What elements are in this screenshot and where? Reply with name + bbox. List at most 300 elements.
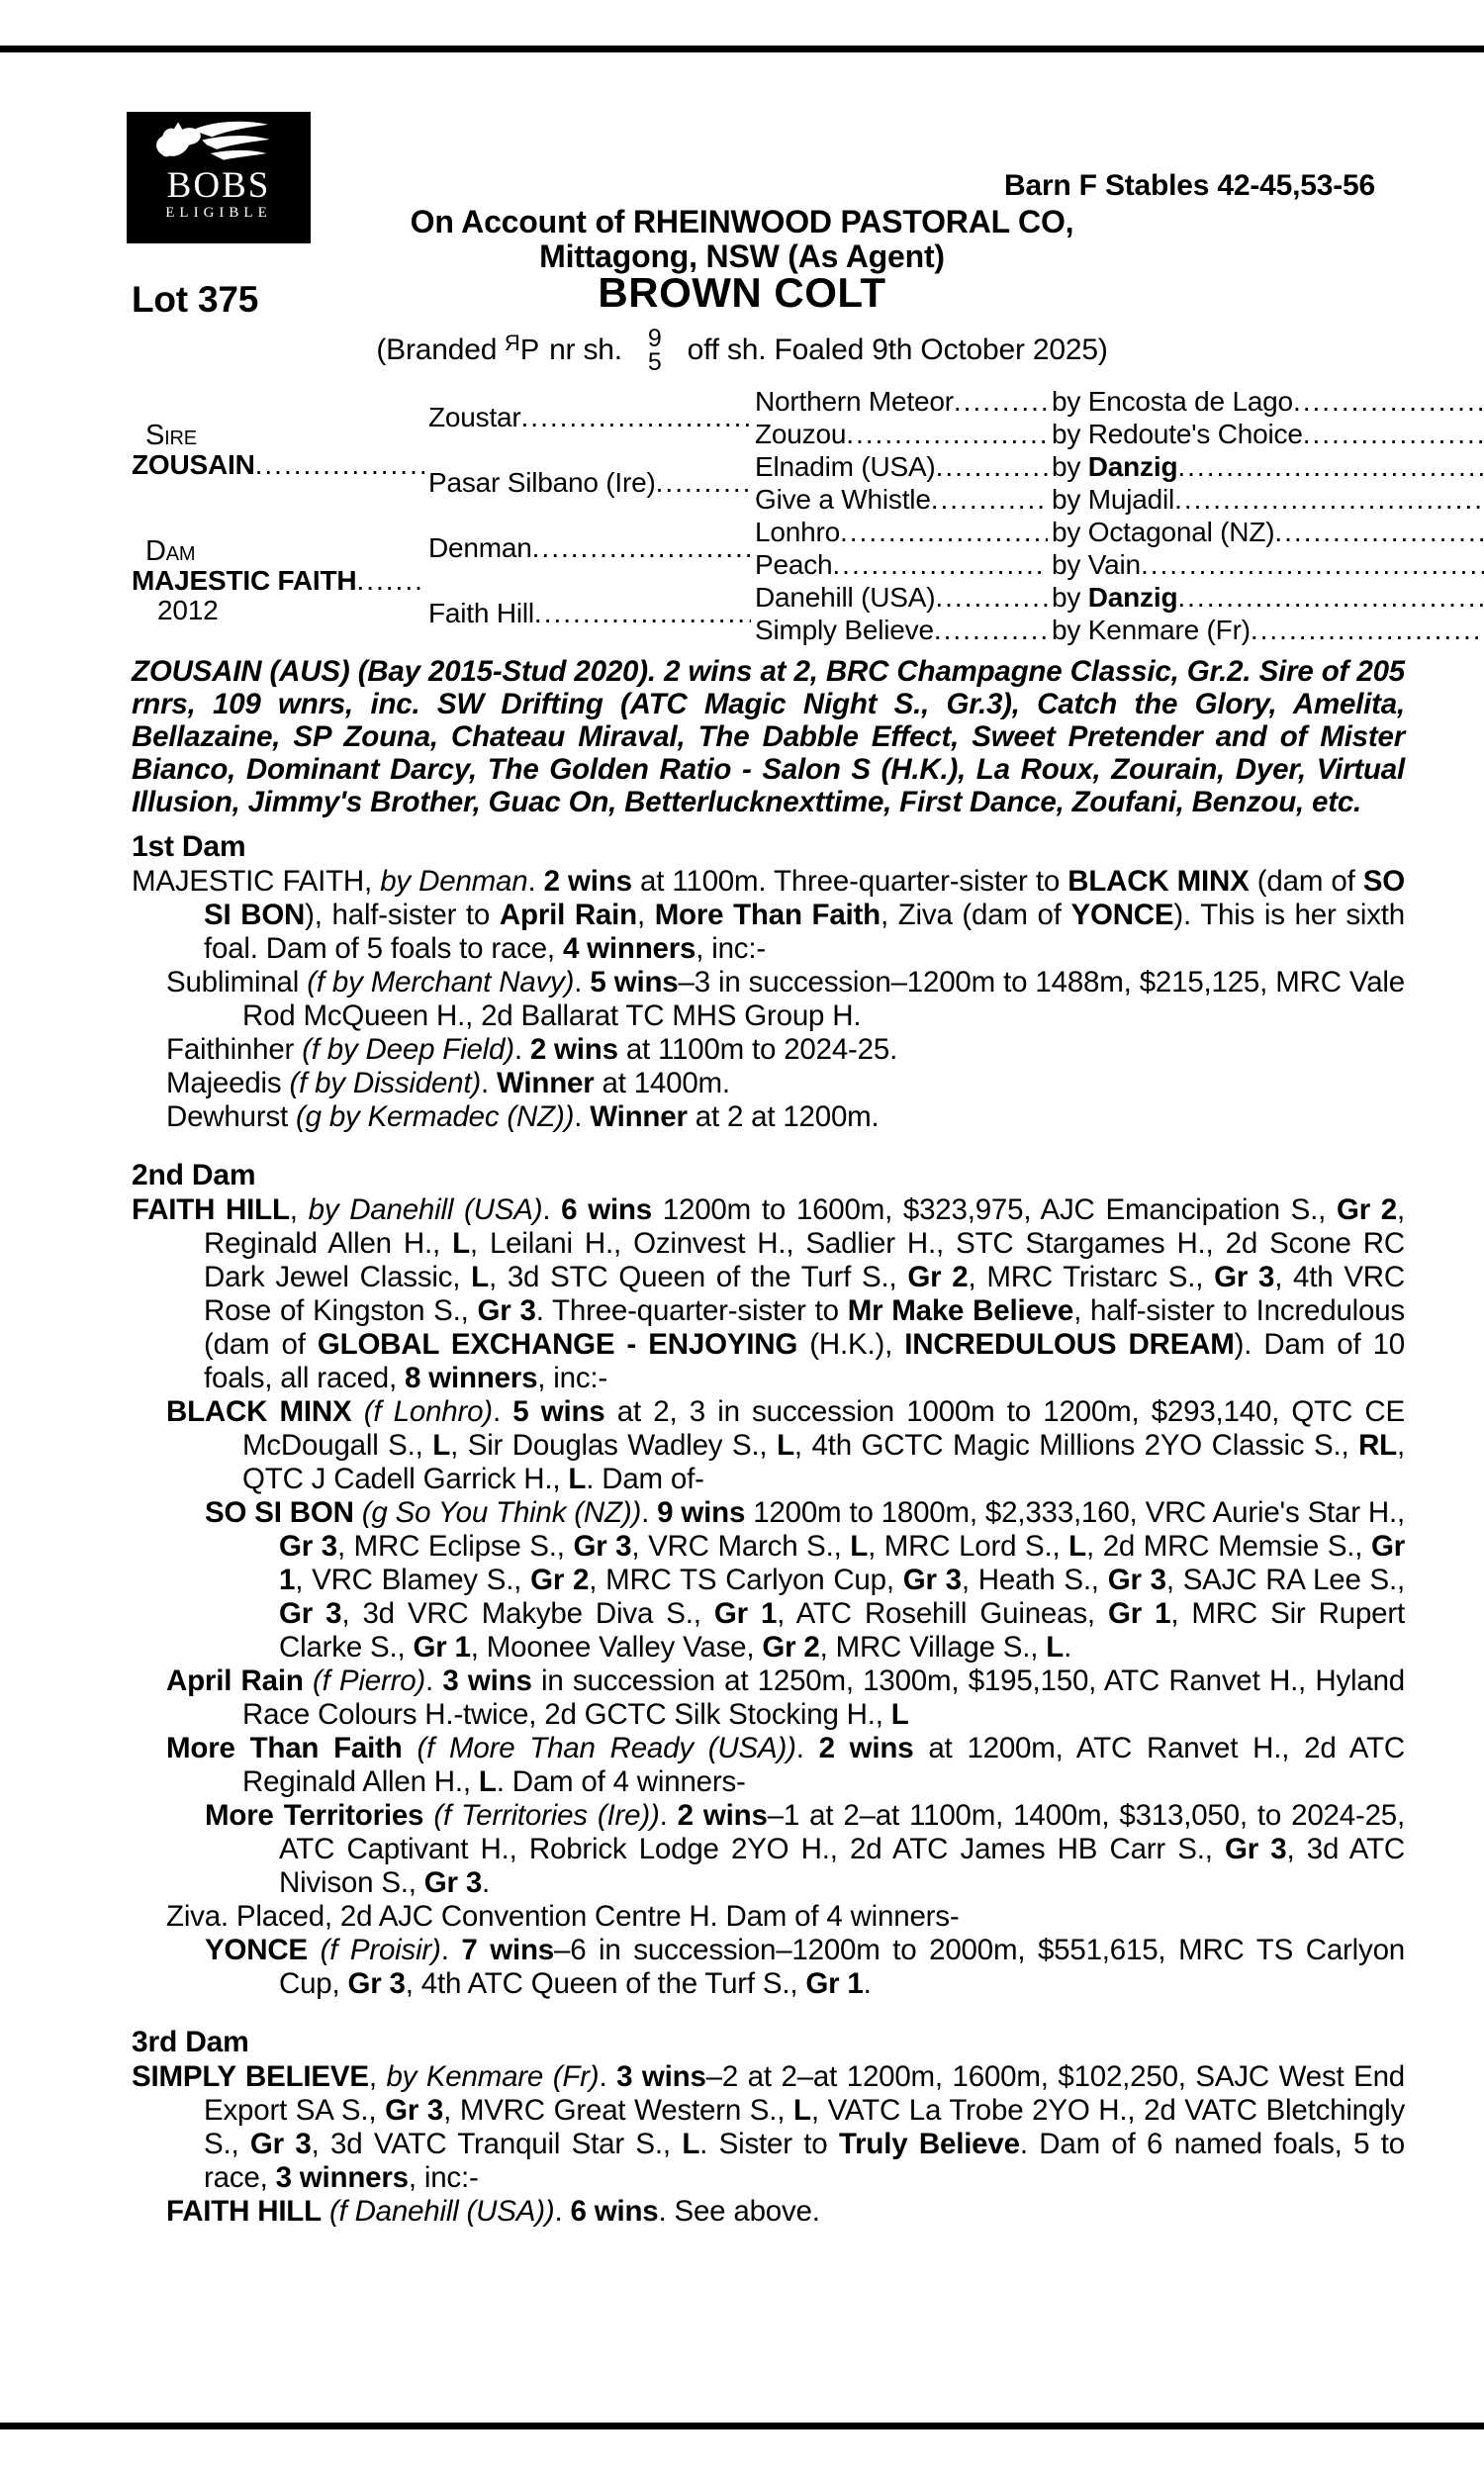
text-segment: Gr 1 bbox=[713, 1597, 778, 1630]
text-segment: , bbox=[636, 899, 655, 931]
text-segment: . bbox=[574, 966, 591, 999]
text-segment: , Ziva (dam of bbox=[880, 899, 1071, 931]
pedigree-gen2-entry bbox=[428, 516, 755, 581]
gen3-by-word: by bbox=[1052, 516, 1088, 547]
bottom-rule bbox=[0, 2423, 1484, 2429]
text-segment: –3 in succession–1200m to 1488m, $215,125, MRC Vale Rod McQueen H., 2d Ballarat TC MHS Group H. bbox=[242, 966, 1405, 1032]
gen3-sire-cell bbox=[1052, 386, 1484, 418]
text-segment: , QTC J Cadell Garrick H., bbox=[242, 1429, 1406, 1495]
pedigree-note-paragraph bbox=[132, 1799, 1405, 1900]
brand-number-top: 9 bbox=[647, 325, 662, 352]
gen2-name: Denman bbox=[428, 532, 532, 563]
gen3-sire-cell bbox=[1052, 484, 1484, 516]
gen1-relation-label: Dam bbox=[145, 535, 196, 567]
pedigree-note-paragraph bbox=[132, 1193, 1405, 1395]
text-segment: , bbox=[289, 1193, 309, 1226]
gen3-by-name: Danzig bbox=[1087, 581, 1178, 613]
text-segment: , 4th VRC Rose of Kingston S., bbox=[204, 1261, 1406, 1327]
text-segment: , MRC Lord S., bbox=[868, 1530, 1069, 1563]
text-segment: 5 wins bbox=[590, 966, 679, 999]
text-segment: Winner bbox=[590, 1100, 688, 1133]
gen3-name-cell bbox=[755, 386, 1052, 418]
gen3-name: Zouzou bbox=[755, 418, 847, 449]
text-segment: Gr 2 bbox=[762, 1631, 820, 1664]
pedigree-note-paragraph bbox=[132, 2195, 1405, 2229]
gen2-name-line bbox=[428, 403, 755, 432]
text-segment: L bbox=[1046, 1631, 1065, 1664]
text-segment: , MRC Eclipse S., bbox=[336, 1530, 574, 1563]
dot-leader bbox=[521, 403, 751, 432]
pedigree-table bbox=[132, 385, 1405, 646]
gen3-by-name: Danzig bbox=[1087, 450, 1178, 482]
text-segment: (f Proisir) bbox=[320, 1934, 441, 1966]
vendor-account-line2: Mittagong, NSW (As Agent) bbox=[539, 238, 945, 274]
text-segment: . Three-quarter-sister to bbox=[535, 1294, 848, 1327]
text-segment: L bbox=[777, 1429, 794, 1462]
text-segment: by Danehill (USA) bbox=[308, 1193, 543, 1226]
text-segment: at 1100m. Three-quarter-sister to bbox=[631, 865, 1068, 898]
top-rule bbox=[0, 46, 1484, 52]
gen3-name-cell bbox=[755, 549, 1052, 581]
text-segment: , 2d MRC Memsie S., bbox=[1086, 1530, 1371, 1563]
gen3-name-cell bbox=[755, 517, 1052, 548]
text-segment: April Rain bbox=[499, 899, 637, 931]
text-segment: L bbox=[890, 1698, 909, 1731]
text-segment: YONCE bbox=[205, 1934, 308, 1966]
horse-title: BROWN COLT bbox=[598, 269, 886, 316]
text-segment: , Sir Douglas Wadley S., bbox=[450, 1429, 778, 1462]
text-segment: SO SI BON bbox=[205, 1496, 354, 1529]
text-segment: BLACK MINX bbox=[1067, 865, 1250, 898]
pedigree-generation3-column bbox=[755, 385, 1484, 646]
text-segment: RL bbox=[1358, 1429, 1398, 1462]
gen3-by-word: by bbox=[1052, 418, 1088, 449]
gen3-sire-cell bbox=[1052, 549, 1484, 581]
text-segment bbox=[423, 1799, 433, 1832]
text-segment: . Dam of 4 winners- bbox=[496, 1765, 746, 1798]
text-segment: . bbox=[599, 2060, 617, 2093]
pedigree-note-paragraph bbox=[132, 1100, 1405, 1134]
pedigree-note-paragraph bbox=[132, 1496, 1405, 1665]
pedigree-gen2-entry bbox=[428, 450, 755, 516]
text-segment: , 3d VATC Tranquil Star S., bbox=[311, 2128, 683, 2160]
text-segment: 4 winners bbox=[562, 932, 696, 965]
brand-number-bottom: 5 bbox=[647, 348, 662, 376]
text-segment: . bbox=[641, 1496, 658, 1529]
gen3-name: Northern Meteor bbox=[755, 385, 954, 417]
text-segment: FAITH HILL bbox=[166, 2195, 322, 2228]
text-segment: . bbox=[554, 2195, 571, 2228]
pedigree-gen3-row bbox=[755, 385, 1484, 418]
text-segment: . Dam of- bbox=[586, 1463, 704, 1495]
dot-leader bbox=[931, 484, 1048, 516]
dot-leader bbox=[1303, 419, 1484, 450]
pedigree-gen3-row bbox=[755, 614, 1484, 646]
brand-letter-p: P bbox=[519, 334, 540, 366]
text-segment: FAITH HILL bbox=[132, 1193, 290, 1226]
text-segment: 2 wins bbox=[677, 1799, 768, 1832]
text-segment bbox=[403, 1732, 417, 1764]
text-segment: . Sister to bbox=[699, 2128, 839, 2160]
text-segment: L bbox=[478, 1765, 497, 1798]
gen3-name-cell bbox=[755, 615, 1052, 646]
text-segment: L bbox=[471, 1261, 489, 1293]
text-segment: 1200m to 1600m, $323,975, AJC Emancipation S., bbox=[651, 1193, 1337, 1226]
gen3-sire-cell bbox=[1052, 451, 1484, 483]
text-segment: ). This is her sixth foal. Dam of 5 foals to race, bbox=[204, 899, 1405, 965]
text-segment: , Moonee Valley Vase, bbox=[470, 1631, 763, 1664]
text-segment: ), half-sister to bbox=[305, 899, 500, 931]
text-segment: (f by Merchant Navy) bbox=[307, 966, 575, 999]
text-segment: Gr 1 bbox=[1107, 1597, 1171, 1630]
vendor-account-line1: On Account of RHEINWOOD PASTORAL CO, bbox=[410, 204, 1074, 239]
gen3-by-word: by bbox=[1052, 450, 1088, 482]
text-segment: Ziva. Placed, 2d AJC Convention Centre H. Dam of 4 winners- bbox=[166, 1900, 960, 1933]
text-segment: Gr 3 bbox=[573, 1530, 632, 1563]
text-segment: (dam of bbox=[1249, 865, 1363, 898]
pedigree-generation2-column bbox=[428, 385, 755, 646]
text-segment: 7 wins bbox=[461, 1934, 554, 1966]
gen3-by-name: Redoute's Choice bbox=[1087, 418, 1303, 449]
gen3-name: Give a Whistle bbox=[755, 483, 931, 515]
text-segment: at 2 at 1200m. bbox=[687, 1100, 880, 1133]
text-segment: . See above. bbox=[658, 2195, 820, 2228]
text-segment: . bbox=[492, 1395, 513, 1428]
pedigree-note-paragraph bbox=[132, 1067, 1405, 1100]
text-segment: Gr 3 bbox=[423, 1866, 483, 1899]
text-segment: L bbox=[850, 1530, 869, 1563]
gen3-name-cell bbox=[755, 582, 1052, 614]
dam-sections bbox=[132, 829, 1405, 2229]
text-segment: Winner bbox=[497, 1067, 595, 1099]
brand-number-fraction bbox=[648, 327, 662, 374]
text-segment: , inc:- bbox=[408, 2161, 479, 2194]
text-segment: (f by Deep Field) bbox=[302, 1033, 514, 1066]
text-segment: Gr 3 bbox=[347, 1967, 406, 2000]
text-segment: Gr 3 bbox=[1214, 1261, 1275, 1293]
text-segment: . bbox=[482, 1866, 491, 1899]
text-segment: SO SI BON bbox=[204, 865, 1406, 931]
pedigree-notes bbox=[132, 655, 1405, 2229]
text-segment: Majeedis bbox=[166, 1067, 290, 1099]
text-segment: 5 wins bbox=[512, 1395, 605, 1428]
text-segment: 9 wins bbox=[657, 1496, 746, 1529]
gen3-sire-cell bbox=[1052, 582, 1484, 614]
text-segment: at 2, 3 in succession 1000m to 1200m, $293,140, QTC CE McDougall S., bbox=[242, 1395, 1405, 1462]
text-segment: , inc:- bbox=[696, 932, 766, 965]
text-segment: . bbox=[481, 1067, 497, 1099]
text-segment: 3 wins bbox=[616, 2060, 706, 2093]
gen3-name-cell bbox=[755, 419, 1052, 450]
brand-mark bbox=[505, 333, 539, 367]
logo-text-bobs: BOBS bbox=[166, 165, 271, 206]
text-segment bbox=[322, 2195, 329, 2228]
text-segment: , MVRC Great Western S., bbox=[443, 2094, 793, 2127]
text-segment: , ATC Rosehill Guineas, bbox=[777, 1597, 1108, 1630]
gen2-name-line bbox=[428, 468, 755, 498]
text-segment: BLACK MINX bbox=[166, 1395, 352, 1428]
dam-section-heading: 1st Dam bbox=[132, 830, 246, 863]
text-segment: Gr 2 bbox=[1336, 1193, 1398, 1226]
dot-leader bbox=[1177, 582, 1484, 614]
text-segment: , MRC Village S., bbox=[819, 1631, 1047, 1664]
pedigree-generation1-column bbox=[132, 385, 428, 646]
text-segment bbox=[304, 1665, 313, 1697]
dot-leader bbox=[954, 386, 1048, 418]
text-segment: Gr 3 bbox=[279, 1530, 337, 1563]
gen3-by-word: by bbox=[1052, 483, 1088, 515]
logo-text-eligible: ELIGIBLE bbox=[165, 205, 272, 221]
text-segment: Gr 3 bbox=[249, 2128, 312, 2160]
pedigree-gen2-entry bbox=[428, 581, 755, 646]
text-segment: 2 wins bbox=[543, 865, 632, 898]
gen2-name: Faith Hill bbox=[428, 598, 534, 628]
brand-near-side: nr sh. bbox=[549, 333, 622, 366]
dot-leader bbox=[832, 549, 1048, 581]
brand-reversed-r: R bbox=[505, 331, 520, 355]
text-segment: Gr 1 bbox=[805, 1967, 864, 2000]
text-segment: by Denman bbox=[380, 865, 528, 898]
text-segment: , MRC Sir Rupert Clarke S., bbox=[279, 1597, 1405, 1664]
barn-stables-text: Barn F Stables 42-45,53-56 bbox=[1004, 169, 1375, 202]
text-segment: . bbox=[527, 865, 544, 898]
text-segment: , 4th ATC Queen of the Turf S., bbox=[405, 1967, 806, 2000]
text-segment: Subliminal bbox=[166, 966, 308, 999]
dot-leader bbox=[1274, 517, 1484, 548]
gen2-name-line bbox=[428, 599, 755, 628]
gen1-name-line bbox=[132, 450, 428, 480]
text-segment: (H.K.), bbox=[797, 1328, 905, 1361]
text-segment: . bbox=[863, 1967, 872, 2000]
text-segment: , bbox=[368, 2060, 387, 2093]
dot-leader bbox=[846, 419, 1048, 450]
text-segment: Gr 3 bbox=[279, 1597, 342, 1630]
text-segment: , Reginald Allen H., bbox=[204, 1193, 1406, 1260]
text-segment: More Territories bbox=[205, 1799, 424, 1832]
gen1-name: ZOUSAIN bbox=[132, 449, 255, 480]
text-segment: . bbox=[513, 1033, 530, 1066]
text-segment: . bbox=[542, 1193, 562, 1226]
gen3-by-name: Mujadil bbox=[1087, 483, 1175, 515]
gen3-sire-cell bbox=[1052, 615, 1484, 646]
text-segment: at 1100m to 2024-25. bbox=[617, 1033, 898, 1066]
gen2-name-line bbox=[428, 533, 755, 563]
pedigree-note-paragraph bbox=[132, 1665, 1405, 1732]
text-segment bbox=[351, 1395, 363, 1428]
text-segment bbox=[308, 1934, 321, 1966]
gen3-by-name: Octagonal (NZ) bbox=[1087, 516, 1275, 547]
text-segment bbox=[354, 1496, 362, 1529]
text-segment: INCREDULOUS DREAM bbox=[904, 1328, 1235, 1361]
text-segment: Faithinher bbox=[166, 1033, 303, 1066]
text-segment: 3 wins bbox=[442, 1665, 532, 1697]
text-segment: at 1400m. bbox=[594, 1067, 730, 1099]
text-segment: April Rain bbox=[166, 1665, 304, 1697]
text-segment: (g So You Think (NZ)) bbox=[361, 1496, 642, 1529]
dot-leader bbox=[532, 533, 751, 563]
gen2-name: Zoustar bbox=[428, 402, 521, 432]
text-segment: Gr 3 bbox=[477, 1294, 536, 1327]
dot-leader bbox=[356, 566, 424, 596]
pedigree-note-paragraph bbox=[132, 865, 1405, 966]
text-segment: . bbox=[659, 1799, 678, 1832]
dot-leader bbox=[935, 582, 1048, 614]
text-segment: (f Pierro) bbox=[312, 1665, 426, 1697]
text-segment: MAJESTIC FAITH, bbox=[132, 865, 381, 898]
text-segment: , 4th GCTC Magic Millions 2YO Classic S., bbox=[793, 1429, 1359, 1462]
gen1-name: MAJESTIC FAITH bbox=[132, 565, 357, 596]
gen3-name: Elnadim (USA) bbox=[755, 450, 936, 482]
text-segment: (f by Dissident) bbox=[289, 1067, 481, 1099]
text-segment: Gr 2 bbox=[530, 1564, 590, 1596]
gen3-name-cell bbox=[755, 484, 1052, 516]
text-segment: ). Dam of 10 foals, all raced, bbox=[204, 1328, 1405, 1394]
gen3-name: Peach bbox=[755, 548, 833, 580]
text-segment: YONCE bbox=[1070, 899, 1174, 931]
pedigree-gen3-row bbox=[755, 418, 1484, 450]
pedigree-note-paragraph bbox=[132, 966, 1405, 1033]
text-segment: (f Danehill (USA)) bbox=[328, 2195, 555, 2228]
pedigree-gen3-row bbox=[755, 450, 1484, 483]
text-segment: at 1200m, ATC Ranvet H., 2d ATC Reginald Allen H., bbox=[242, 1732, 1406, 1798]
gen3-name-cell bbox=[755, 451, 1052, 483]
text-segment: , 3d STC Queen of the Turf S., bbox=[488, 1261, 908, 1293]
dot-leader bbox=[936, 451, 1048, 483]
text-segment: (g by Kermadec (NZ)) bbox=[296, 1100, 575, 1133]
text-segment: . bbox=[1064, 1631, 1072, 1664]
text-segment: . bbox=[795, 1732, 819, 1764]
gen3-by-name: Vain bbox=[1087, 548, 1141, 580]
pedigree-gen1-dam bbox=[132, 516, 428, 646]
brand-prefix: (Branded bbox=[376, 333, 498, 366]
text-segment: , 3d ATC Nivison S., bbox=[279, 1833, 1405, 1899]
pedigree-gen3-row bbox=[755, 516, 1484, 548]
text-segment: 2 wins bbox=[529, 1033, 618, 1066]
gen3-by-word: by bbox=[1052, 614, 1088, 645]
sire-summary-paragraph: ZOUSAIN (AUS) (Bay 2015-Stud 2020). 2 wins at 2, BRC Champagne Classic, Gr.2. Sire of 205 rnrs, 109 wnrs, inc. SW Drifting (ATC Magic Night S., Gr.3), Catch the Glory, Amelita, Bellazaine, SP Zouna, Chateau Miraval, The Dabble Effect, Sweet Pretender and of Mister Bianco, Dominant Darcy, The Golden Ratio - Salon S (H.K.), La Roux, Zourain, Dyer, Virtual Illusion, Jimmy's Brother, Guac On, Betterlucknexttime, First Dance, Zoufani, Benzou, etc. bbox=[132, 655, 1405, 818]
text-segment: L bbox=[432, 1429, 451, 1462]
gen3-by-name: Kenmare (Fr) bbox=[1087, 614, 1251, 645]
dot-leader bbox=[1293, 386, 1484, 418]
text-segment: Truly Believe bbox=[838, 2128, 1020, 2160]
text-segment: 8 winners bbox=[405, 1362, 538, 1394]
text-segment: L bbox=[682, 2128, 700, 2160]
gen3-by-word: by bbox=[1052, 385, 1088, 417]
text-segment: . bbox=[574, 1100, 591, 1133]
gen2-name: Pasar Silbano (Ire) bbox=[428, 467, 656, 498]
text-segment: –6 in succession–1200m to 2000m, $551,615, MRC TS Carlyon Cup, bbox=[279, 1934, 1405, 2000]
text-segment: Gr 1 bbox=[413, 1631, 471, 1664]
text-segment: –1 at 2–at 1100m, 1400m, $313,050, to 2024-25, ATC Captivant H., Robrick Lodge 2YO H., 2d ATC James HB Carr S., bbox=[279, 1799, 1406, 1865]
dot-leader bbox=[656, 468, 751, 498]
text-segment: More Than Faith bbox=[654, 899, 881, 931]
pedigree-gen2-entry bbox=[428, 385, 755, 450]
dot-leader bbox=[255, 450, 424, 480]
gen1-name-line bbox=[132, 566, 428, 596]
bobs-horse-icon bbox=[144, 119, 293, 168]
text-segment: Dewhurst bbox=[166, 1100, 296, 1133]
text-segment: Gr 1 bbox=[279, 1530, 1406, 1596]
pedigree-note-paragraph bbox=[132, 1395, 1405, 1496]
pedigree-gen3-row bbox=[755, 581, 1484, 614]
dot-leader bbox=[1177, 451, 1484, 483]
text-segment: . bbox=[425, 1665, 443, 1697]
gen3-name: Lonhro bbox=[755, 516, 840, 547]
text-segment: , Leilani H., Ozinvest H., Sadlier H., STC Stargames H., 2d Scone RC Dark Jewel Classic, bbox=[204, 1227, 1405, 1293]
text-segment: in succession at 1250m, 1300m, $195,150, ATC Ranvet H., Hyland Race Colours H.-twice, 2d GCTC Silk Stocking H., bbox=[242, 1665, 1406, 1731]
text-segment: (f Territories (Ire)) bbox=[433, 1799, 660, 1832]
gen3-name: Danehill (USA) bbox=[755, 581, 936, 613]
pedigree-note-paragraph bbox=[132, 1900, 1405, 1934]
brand-suffix: off sh. Foaled 9th October 2025) bbox=[687, 333, 1108, 366]
dot-leader bbox=[1251, 615, 1484, 646]
brand-line bbox=[0, 315, 1484, 386]
text-segment: (f Lonhro) bbox=[363, 1395, 493, 1428]
lot-number: Lot 375 bbox=[132, 279, 259, 320]
text-segment: Mr Make Believe bbox=[847, 1294, 1074, 1327]
dot-leader bbox=[534, 599, 751, 628]
text-segment: 6 wins bbox=[570, 2195, 659, 2228]
gen3-by-name: Encosta de Lago bbox=[1087, 385, 1293, 417]
pedigree-gen3-row bbox=[755, 483, 1484, 516]
dot-leader bbox=[840, 517, 1048, 548]
text-segment: Gr 3 bbox=[385, 2094, 444, 2127]
gen3-by-word: by bbox=[1052, 548, 1088, 580]
dot-leader bbox=[1141, 549, 1484, 581]
text-segment: by Kenmare (Fr) bbox=[386, 2060, 600, 2093]
text-segment: , VRC March S., bbox=[631, 1530, 851, 1563]
text-segment: , inc:- bbox=[537, 1362, 608, 1394]
text-segment: , VATC La Trobe 2YO H., 2d VATC Bletchingly S., bbox=[204, 2094, 1406, 2160]
text-segment: , VRC Blamey S., bbox=[295, 1564, 531, 1596]
text-segment: L bbox=[452, 1227, 470, 1260]
text-segment: 6 wins bbox=[561, 1193, 652, 1226]
dam-section-heading: 3rd Dam bbox=[132, 2026, 249, 2058]
text-segment: , SAJC RA Lee S., bbox=[1165, 1564, 1406, 1596]
pedigree-note-paragraph bbox=[132, 1732, 1405, 1799]
dot-leader bbox=[934, 615, 1048, 646]
text-segment: SIMPLY BELIEVE bbox=[132, 2060, 369, 2093]
pedigree-note-paragraph bbox=[132, 1033, 1405, 1067]
dot-leader bbox=[1174, 484, 1484, 516]
text-segment: , half-sister to Incredulous (dam of bbox=[204, 1294, 1405, 1361]
text-segment: , Heath S., bbox=[961, 1564, 1108, 1596]
gen3-name: Simply Believe bbox=[755, 614, 934, 645]
text-segment: More Than Faith bbox=[166, 1732, 403, 1764]
text-segment: Gr 3 bbox=[902, 1564, 962, 1596]
text-segment: L bbox=[568, 1463, 587, 1495]
text-segment: 2 wins bbox=[818, 1732, 914, 1764]
text-segment: . bbox=[440, 1934, 462, 1966]
gen3-sire-cell bbox=[1052, 517, 1484, 548]
pedigree-note-paragraph bbox=[132, 1934, 1405, 2001]
gen3-by-word: by bbox=[1052, 581, 1088, 613]
dam-year: 2012 bbox=[157, 595, 219, 625]
text-segment: 3 winners bbox=[275, 2161, 409, 2194]
text-segment: , MRC Tristarc S., bbox=[968, 1261, 1215, 1293]
pedigree-gen1-sire bbox=[132, 385, 428, 516]
text-segment: , MRC TS Carlyon Cup, bbox=[589, 1564, 903, 1596]
text-segment: . Dam of 6 named foals, 5 to race, bbox=[204, 2128, 1405, 2194]
dam-section-heading: 2nd Dam bbox=[132, 1159, 256, 1191]
gen1-relation-label: Sire bbox=[145, 420, 197, 451]
text-segment: Gr 2 bbox=[907, 1261, 969, 1293]
gen3-sire-cell bbox=[1052, 419, 1484, 450]
text-segment: Gr 3 bbox=[1225, 1833, 1287, 1865]
pedigree-note-paragraph bbox=[132, 2060, 1405, 2195]
text-segment: (f More Than Ready (USA)) bbox=[417, 1732, 796, 1764]
text-segment: 1200m to 1800m, $2,333,160, VRC Aurie's Star H., bbox=[745, 1496, 1405, 1529]
